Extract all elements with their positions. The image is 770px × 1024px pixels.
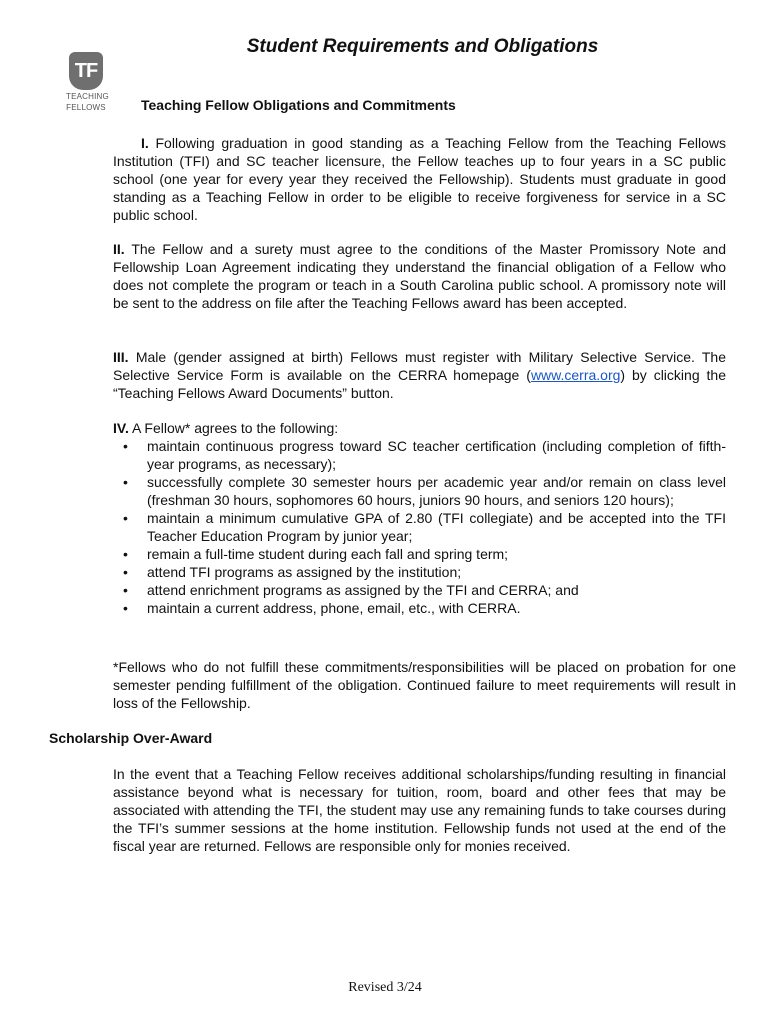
item-text: A Fellow* agrees to the following: [128, 420, 339, 436]
revision-footer: Revised 3/24 [348, 980, 422, 995]
over-award-paragraph: In the event that a Teaching Fellow receives additional scholarships/funding resulting in financial assistance beyond what is necessary for tuition, room, board and other fees that may be associated with attending the TFI, the student may use any remaining funds to take courses during the TFI’s summer sessions at the home institution. Fellowship funds not used at the end of the fiscal year are returned. Fellows are responsible only for monies received. [113, 766, 726, 854]
item-text-before-link: Male (gender assigned at birth) Fellows must register with Military Selective Service. The Selective Service Form is available on the CERRA homepage ( [113, 349, 726, 383]
logo-text-fellows: FELLOWS [66, 103, 106, 112]
list-item: • successfully complete 30 semester hours per academic year and/or remain on class level (freshman 30 hours, sophomores 60 hours, juniors 90 hours, and seniors 120 hours); [113, 473, 726, 509]
obligation-item-3 [113, 348, 726, 402]
item-text: Following graduation in good standing as a Teaching Fellow from the Teaching Fellows Institution (TFI) and SC teacher licensure, the Fellow teaches up to four years in a SC public school (one year for every year they received the Fellowship). Students must graduate in good standing as a Teaching Fellow in order to be eligible to receive forgiveness for service in a SC public school. [113, 135, 726, 223]
teaching-fellows-logo [66, 52, 109, 112]
obligation-item-1 [113, 134, 726, 224]
obligation-item-2 [113, 240, 726, 312]
section-heading-obligations: Teaching Fellow Obligations and Commitments [141, 97, 456, 113]
list-item: • attend TFI programs as assigned by the institution; [113, 563, 726, 581]
probation-footnote: *Fellows who do not fulfill these commitments/responsibilities will be placed on probation for one semester pending fulfillment of the obligation. Continued failure to meet requirements will result in loss of the Fellowship. [113, 659, 736, 711]
list-item: • remain a full-time student during each fall and spring term; [113, 545, 726, 563]
logo-text-teaching: TEACHING [66, 92, 109, 101]
list-item: • maintain a minimum cumulative GPA of 2.80 (TFI collegiate) and be accepted into the TFI Teacher Education Program by junior year; [113, 509, 726, 545]
item-number: III. [113, 349, 129, 365]
list-item: • maintain a current address, phone, email, etc., with CERRA. [113, 599, 726, 617]
item-number: I. [141, 135, 149, 151]
tf-logo-mark: TF [69, 52, 103, 90]
page-title: Student Requirements and Obligations [246, 36, 599, 57]
item-text-after-link: ) by clicking the “Teaching Fellows Award Documents” button. [113, 367, 726, 401]
fellow-agreement-list [113, 437, 726, 617]
section-heading-over-award: Scholarship Over-Award [49, 730, 213, 746]
obligation-item-4 [113, 419, 726, 437]
item-number: IV. [113, 420, 129, 436]
list-item: • attend enrichment programs as assigned by the TFI and CERRA; and [113, 581, 726, 599]
cerra-website-link[interactable]: www.cerra.org [530, 367, 621, 383]
list-item: • maintain continuous progress toward SC teacher certification (including completion of fifth-year programs, as necessary); [113, 437, 726, 473]
item-text: The Fellow and a surety must agree to the conditions of the Master Promissory Note and Fellowship Loan Agreement indicating they understand the financial obligation of a Fellow who does not complete the program or teach in a South Carolina public school. A promissory note will be sent to the address on file after the Teaching Fellows award has been accepted. [113, 241, 726, 311]
item-number: II. [113, 241, 125, 257]
